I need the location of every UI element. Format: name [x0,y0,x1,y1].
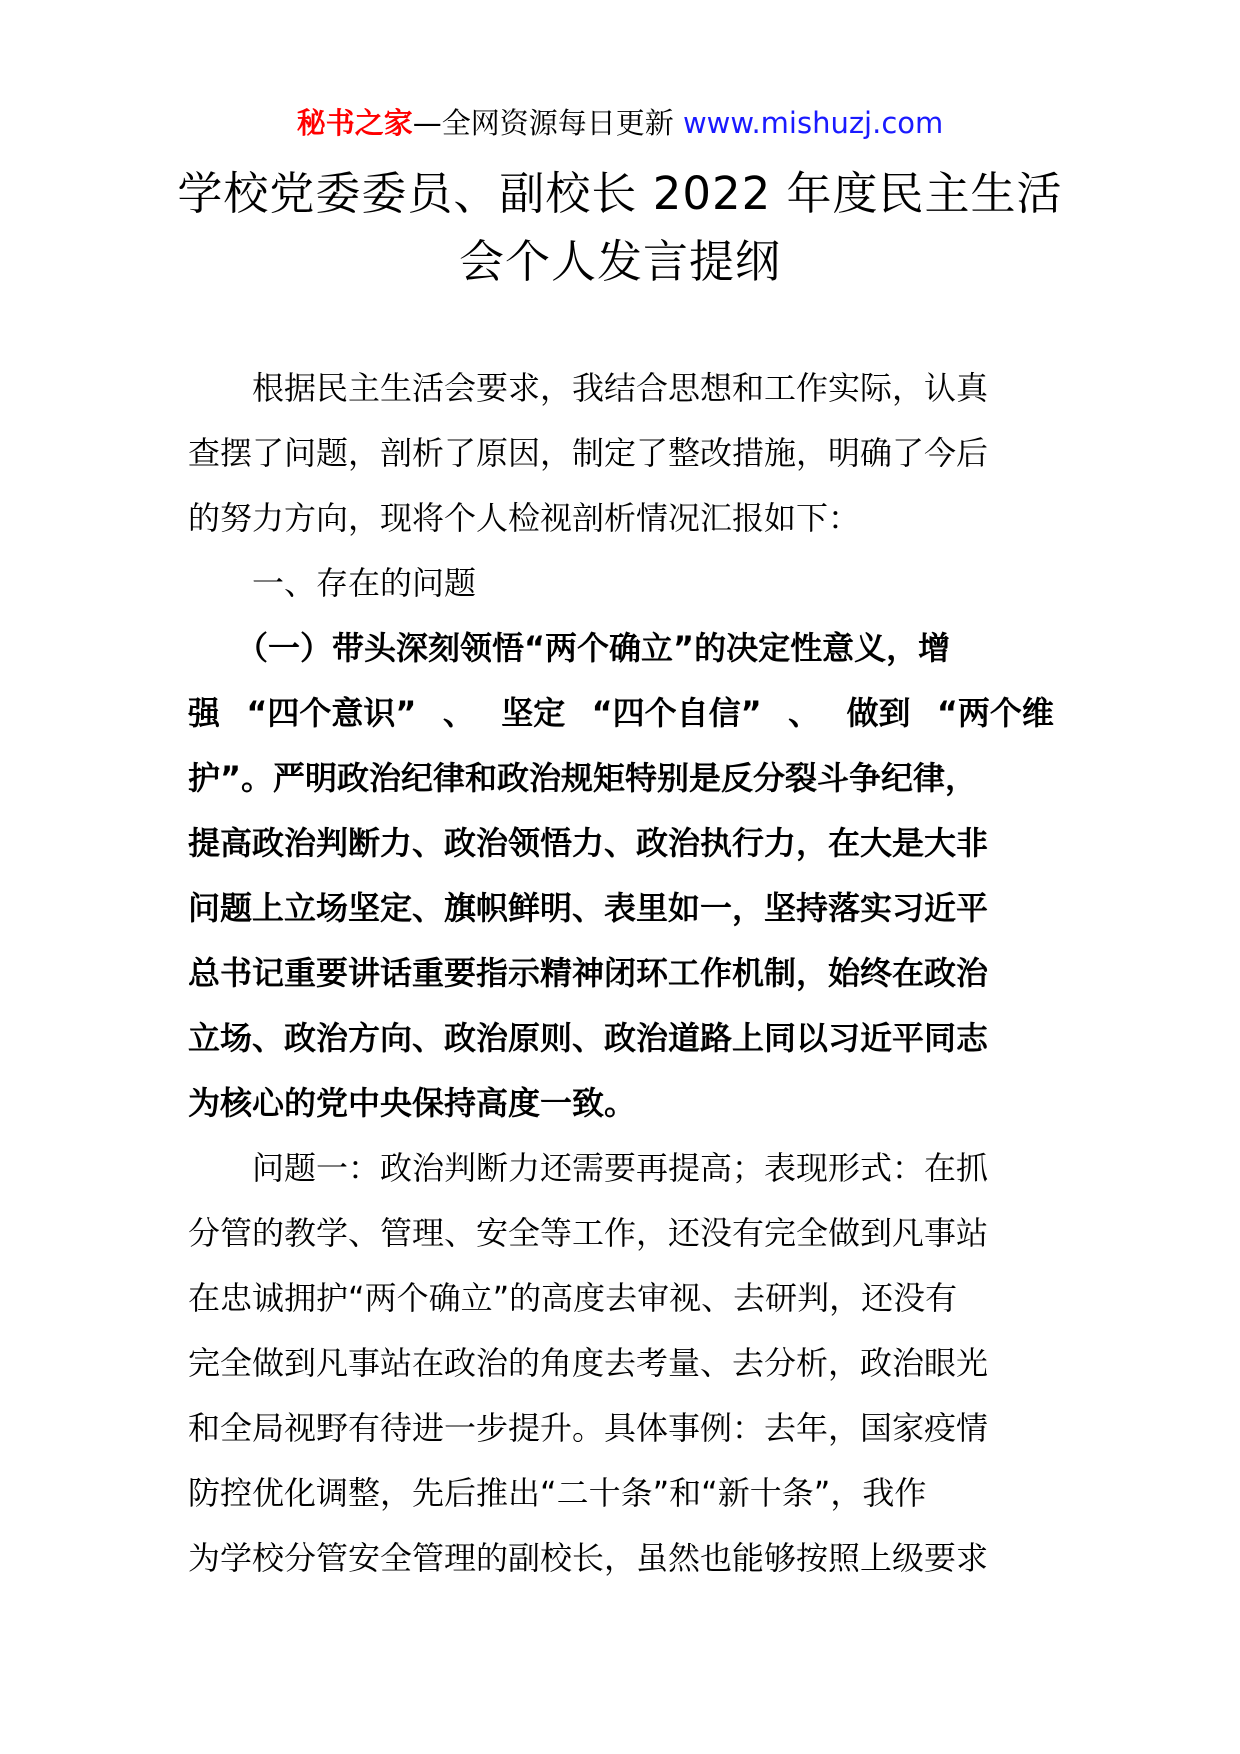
subsection-line: 总书记重要讲话重要指示精神闭环工作机制，始终在政治 [188,954,989,992]
problem-line: 防控优化调整，先后推出“二十条”和“新十条”，我作 [188,1474,927,1512]
problem-line: 问题一：政治判断力还需要再提高；表现形式：在抓 [252,1149,989,1187]
subsection-line: 问题上立场坚定、旗帜鲜明、表里如一，坚持落实习近平 [188,889,989,927]
title-line-2: 会个人发言提纲 [458,235,781,288]
section-heading-text: 一、存在的问题 [252,564,477,602]
site-url-link[interactable]: www.mishuzj.com [682,106,944,140]
problem-line: 为学校分管安全管理的副校长，虽然也能够按照上级要求 [188,1539,989,1577]
problem-line: 完全做到凡事站在政治的角度去考量、去分析，政治眼光 [188,1344,989,1382]
subsection-line: 护”。严明政治纪律和政治规矩特别是反分裂斗争纪律， [188,759,978,797]
subsection-fragment: 、 [788,694,821,732]
subsection-fragment: 做到 [846,694,911,732]
subsection-line: 立场、政治方向、政治原则、政治道路上同以习近平同志 [188,1019,989,1057]
problem-line: 分管的教学、管理、安全等工作，还没有完全做到凡事站 [188,1214,989,1252]
subsection-fragment: 强 [188,694,221,732]
intro-line: 查摆了问题，剖析了原因，制定了整改措施，明确了今后 [188,434,989,472]
problem-line: 在忠诚拥护“两个确立”的高度去审视、去研判，还没有 [188,1279,958,1317]
document-title [150,160,1090,296]
document-body [188,356,1054,1591]
subsection-fragment: “四个自信” [591,694,762,732]
problem-line: 和全局视野有待进一步提升。具体事例：去年，国家疫情 [188,1409,989,1447]
subsection-line: （一）带头深刻领悟“两个确立”的决定性意义，增 [236,629,951,667]
title-line-1: 学校党委委员、副校长 2022 年度民主生活 [177,167,1063,220]
subsection-line: 为核心的党中央保持高度一致。 [188,1084,637,1122]
section-heading [188,551,1054,616]
site-header [0,100,1240,146]
site-slogan: —全网资源每日更新 [412,106,683,140]
subsection-line: 提高政治判断力、政治领悟力、政治执行力，在大是大非 [188,824,989,862]
intro-paragraph [188,356,1054,551]
subsection-fragment: 、 [442,694,475,732]
subsection-fragment: “四个意识” [246,694,417,732]
intro-line: 的努力方向，现将个人检视剖析情况汇报如下： [188,499,861,537]
subsection-fragment: 坚定 [501,694,566,732]
problem-paragraph [188,1136,1054,1591]
subsection-fragment: “两个维 [936,694,1054,732]
intro-line: 根据民主生活会要求，我结合思想和工作实际，认真 [252,369,989,407]
subsection-paragraph [188,616,1054,1136]
site-brand: 秘书之家 [296,106,413,140]
subsection-line-spread [188,681,1054,746]
